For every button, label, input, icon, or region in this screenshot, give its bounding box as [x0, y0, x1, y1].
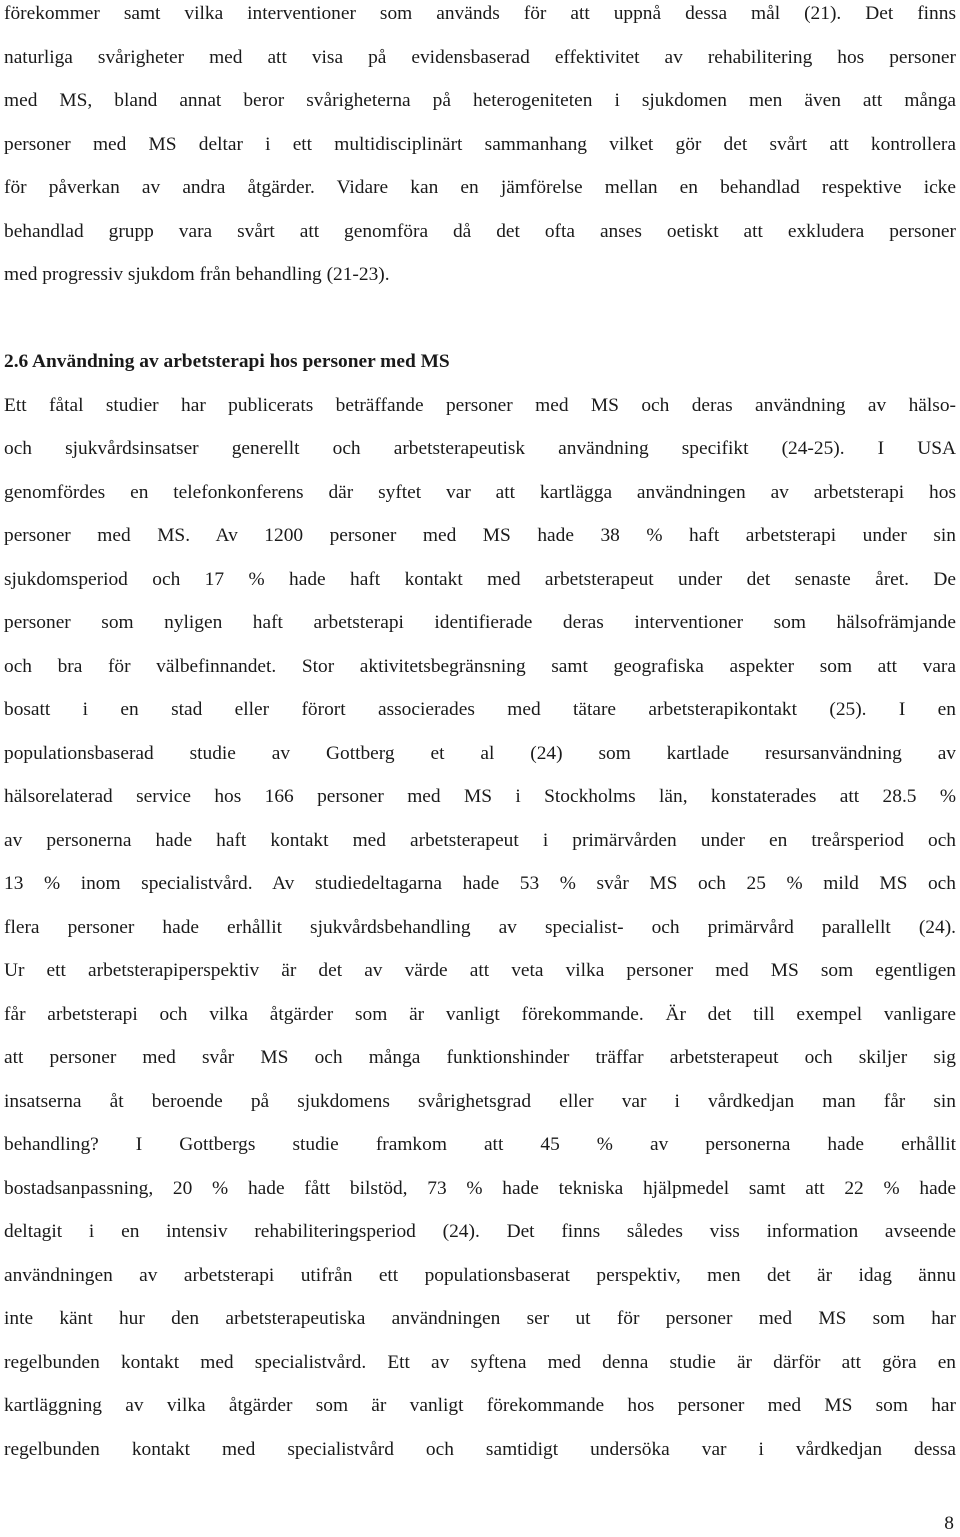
text-line: med MS, bland annat beror svårigheterna på heterogeniteten i sjukdomen men även att många — [4, 90, 956, 111]
text-line: förekommer samt vilka interventioner som används för att uppnå dessa mål (21). Det finns — [4, 3, 956, 24]
text-line: för påverkan av andra åtgärder. Vidare kan en jämförelse mellan en behandlad respektive icke — [4, 177, 956, 198]
text-line: Ett fåtal studier har publicerats beträffande personer med MS och deras användning av hälso- — [4, 394, 956, 416]
text-line: behandlad grupp vara svårt att genomföra då det ofta anses oetiskt att exkludera personer — [4, 220, 956, 242]
text-line: regelbunden kontakt med specialistvård. Ett av syftena med denna studie är därför att göra en — [4, 1351, 956, 1373]
text-line: personer som nyligen haft arbetsterapi identifierade deras interventioner som hälsofrämjande — [4, 612, 956, 633]
text-line: deltagit i en intensiv rehabiliteringsperiod (24). Det finns således viss information avseende — [4, 1221, 956, 1242]
page-number: 8 — [944, 1513, 954, 1534]
text-line: insatserna åt beroende på sjukdomens svårighetsgrad eller var i vårdkedjan man får sin — [4, 1090, 956, 1112]
paragraph-gap — [4, 297, 956, 341]
section-heading: 2.6 Användning av arbetsterapi hos personer med MS — [4, 351, 450, 372]
text-line: hälsorelaterad service hos 166 personer med MS i Stockholms län, konstaterades att 28.5 % — [4, 786, 956, 807]
text-line: personer med MS deltar i ett multidisciplinärt sammanhang vilket gör det svårt att kontrollera — [4, 133, 956, 155]
text-line: och bra för välbefinnandet. Stor aktivitetsbegränsning samt geografiska aspekter som att vara — [4, 655, 956, 677]
paragraph-intro — [4, 0, 956, 297]
text-line: får arbetsterapi och vilka åtgärder som är vanligt förekommande. Är det till exempel vanligare — [4, 1003, 956, 1025]
text-line: och sjukvårdsinsatser generellt och arbetsterapeutisk användning specifikt (24-25). I USA — [4, 438, 956, 459]
text-line: med progressiv sjukdom från behandling (21-23). — [4, 264, 390, 285]
text-line: naturliga svårigheter med att visa på evidensbaserad effektivitet av rehabilitering hos personer — [4, 46, 956, 68]
text-line: Ur ett arbetsterapiperspektiv är det av värde att veta vilka personer med MS som egentligen — [4, 960, 956, 981]
text-line: sjukdomsperiod och 17 % hade haft kontakt med arbetsterapeut under det senaste året. De — [4, 568, 956, 590]
section-2-6 — [4, 340, 956, 1471]
text-line: kartläggning av vilka åtgärder som är vanligt förekommande hos personer med MS som har — [4, 1395, 956, 1416]
text-line: bosatt i en stad eller förort associerades med tätare arbetsterapikontakt (25). I en — [4, 699, 956, 720]
text-line: användningen av arbetsterapi utifrån ett populationsbaserat perspektiv, men det är idag ännu — [4, 1264, 956, 1286]
document-page — [4, 0, 956, 1471]
text-line: genomfördes en telefonkonferens där syftet var att kartlägga användningen av arbetsterapi hos — [4, 481, 956, 503]
text-line: att personer med svår MS och många funktionshinder träffar arbetsterapeut och skiljer sig — [4, 1047, 956, 1068]
text-line: behandling? I Gottbergs studie framkom att 45 % av personerna hade erhållit — [4, 1134, 956, 1155]
text-line: av personerna hade haft kontakt med arbetsterapeut i primärvården under en treårsperiod och — [4, 829, 956, 851]
text-line: bostadsanpassning, 20 % hade fått bilstöd, 73 % hade tekniska hjälpmedel samt att 22 % hade — [4, 1177, 956, 1199]
text-line: populationsbaserad studie av Gottberg et al (24) som kartlade resursanvändning av — [4, 742, 956, 764]
text-line: inte känt hur den arbetsterapeutiska användningen ser ut för personer med MS som har — [4, 1308, 956, 1329]
text-line: flera personer hade erhållit sjukvårdsbehandling av specialist- och primärvård parallellt (24). — [4, 916, 956, 938]
text-line: 13 % inom specialistvård. Av studiedeltagarna hade 53 % svår MS och 25 % mild MS och — [4, 873, 956, 894]
text-line: personer med MS. Av 1200 personer med MS hade 38 % haft arbetsterapi under sin — [4, 525, 956, 546]
text-line: regelbunden kontakt med specialistvård och samtidigt undersöka var i vårdkedjan dessa — [4, 1438, 956, 1460]
